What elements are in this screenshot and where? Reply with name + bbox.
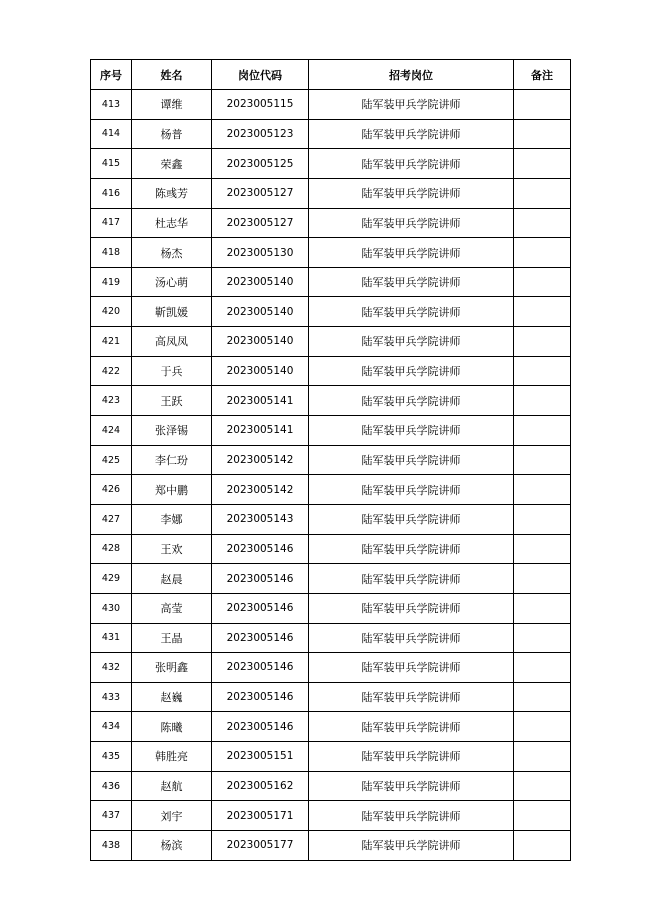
cell-code: 2023005146	[212, 712, 309, 742]
cell-seq: 431	[91, 623, 132, 653]
cell-position: 陆军装甲兵学院讲师	[309, 771, 514, 801]
table-row	[91, 386, 571, 416]
table-row	[91, 534, 571, 564]
cell-name: 赵巍	[132, 682, 212, 712]
cell-name: 杨杰	[132, 238, 212, 268]
cell-position: 陆军装甲兵学院讲师	[309, 297, 514, 327]
cell-code: 2023005162	[212, 771, 309, 801]
cell-name: 谭维	[132, 90, 212, 120]
cell-code: 2023005130	[212, 238, 309, 268]
table-row	[91, 267, 571, 297]
cell-position: 陆军装甲兵学院讲师	[309, 742, 514, 772]
cell-seq: 437	[91, 801, 132, 831]
cell-name: 王跃	[132, 386, 212, 416]
cell-code: 2023005177	[212, 831, 309, 861]
cell-seq: 428	[91, 534, 132, 564]
cell-remark	[514, 297, 571, 327]
cell-name: 于兵	[132, 356, 212, 386]
cell-name: 郑中鹏	[132, 475, 212, 505]
cell-remark	[514, 742, 571, 772]
cell-name: 荣鑫	[132, 149, 212, 179]
cell-remark	[514, 267, 571, 297]
cell-position: 陆军装甲兵学院讲师	[309, 149, 514, 179]
cell-seq: 413	[91, 90, 132, 120]
cell-name: 杨普	[132, 119, 212, 149]
cell-remark	[514, 534, 571, 564]
header-seq: 序号	[91, 60, 132, 90]
cell-name: 韩胜亮	[132, 742, 212, 772]
cell-remark	[514, 356, 571, 386]
cell-name: 杜志华	[132, 208, 212, 238]
cell-remark	[514, 564, 571, 594]
table-row	[91, 771, 571, 801]
cell-seq: 419	[91, 267, 132, 297]
table-row	[91, 623, 571, 653]
cell-remark	[514, 771, 571, 801]
cell-code: 2023005171	[212, 801, 309, 831]
cell-remark	[514, 149, 571, 179]
cell-name: 陈曦	[132, 712, 212, 742]
table-row	[91, 593, 571, 623]
cell-name: 靳凯媛	[132, 297, 212, 327]
cell-remark	[514, 475, 571, 505]
cell-position: 陆军装甲兵学院讲师	[309, 801, 514, 831]
cell-seq: 424	[91, 416, 132, 446]
cell-remark	[514, 801, 571, 831]
cell-code: 2023005146	[212, 653, 309, 683]
cell-remark	[514, 593, 571, 623]
cell-seq: 436	[91, 771, 132, 801]
cell-position: 陆军装甲兵学院讲师	[309, 682, 514, 712]
header-row	[91, 60, 571, 90]
cell-code: 2023005140	[212, 356, 309, 386]
cell-code: 2023005115	[212, 90, 309, 120]
cell-seq: 438	[91, 831, 132, 861]
cell-remark	[514, 119, 571, 149]
cell-seq: 433	[91, 682, 132, 712]
cell-position: 陆军装甲兵学院讲师	[309, 623, 514, 653]
cell-position: 陆军装甲兵学院讲师	[309, 653, 514, 683]
table-row	[91, 742, 571, 772]
cell-code: 2023005146	[212, 682, 309, 712]
table-row	[91, 801, 571, 831]
cell-position: 陆军装甲兵学院讲师	[309, 475, 514, 505]
cell-code: 2023005127	[212, 208, 309, 238]
cell-remark	[514, 831, 571, 861]
table-row	[91, 208, 571, 238]
table-row	[91, 119, 571, 149]
cell-position: 陆军装甲兵学院讲师	[309, 267, 514, 297]
cell-position: 陆军装甲兵学院讲师	[309, 534, 514, 564]
table-row	[91, 90, 571, 120]
table-row	[91, 504, 571, 534]
cell-position: 陆军装甲兵学院讲师	[309, 90, 514, 120]
cell-code: 2023005125	[212, 149, 309, 179]
cell-code: 2023005127	[212, 178, 309, 208]
cell-code: 2023005141	[212, 386, 309, 416]
table-row	[91, 297, 571, 327]
candidate-table	[90, 59, 571, 861]
cell-code: 2023005140	[212, 297, 309, 327]
cell-seq: 427	[91, 504, 132, 534]
cell-name: 张泽锡	[132, 416, 212, 446]
cell-remark	[514, 504, 571, 534]
cell-remark	[514, 208, 571, 238]
cell-remark	[514, 416, 571, 446]
cell-name: 王欢	[132, 534, 212, 564]
cell-position: 陆军装甲兵学院讲师	[309, 178, 514, 208]
table-row	[91, 445, 571, 475]
table-header	[91, 60, 571, 90]
cell-code: 2023005146	[212, 534, 309, 564]
cell-seq: 434	[91, 712, 132, 742]
cell-seq: 425	[91, 445, 132, 475]
cell-seq: 415	[91, 149, 132, 179]
cell-code: 2023005143	[212, 504, 309, 534]
cell-code: 2023005146	[212, 623, 309, 653]
header-position: 招考岗位	[309, 60, 514, 90]
table-row	[91, 564, 571, 594]
cell-position: 陆军装甲兵学院讲师	[309, 208, 514, 238]
cell-name: 李娜	[132, 504, 212, 534]
cell-name: 高凤凤	[132, 327, 212, 357]
cell-name: 汤心萌	[132, 267, 212, 297]
table-row	[91, 238, 571, 268]
cell-code: 2023005142	[212, 445, 309, 475]
cell-name: 王晶	[132, 623, 212, 653]
table-row	[91, 327, 571, 357]
cell-seq: 418	[91, 238, 132, 268]
cell-seq: 430	[91, 593, 132, 623]
cell-seq: 421	[91, 327, 132, 357]
cell-remark	[514, 445, 571, 475]
table-row	[91, 356, 571, 386]
cell-name: 赵航	[132, 771, 212, 801]
table-row	[91, 178, 571, 208]
cell-seq: 426	[91, 475, 132, 505]
table-row	[91, 831, 571, 861]
cell-position: 陆军装甲兵学院讲师	[309, 593, 514, 623]
cell-position: 陆军装甲兵学院讲师	[309, 712, 514, 742]
cell-position: 陆军装甲兵学院讲师	[309, 327, 514, 357]
cell-remark	[514, 327, 571, 357]
cell-name: 张明鑫	[132, 653, 212, 683]
table-row	[91, 475, 571, 505]
table-body	[91, 90, 571, 861]
cell-seq: 420	[91, 297, 132, 327]
cell-remark	[514, 712, 571, 742]
table-row	[91, 712, 571, 742]
cell-name: 刘宇	[132, 801, 212, 831]
cell-seq: 414	[91, 119, 132, 149]
cell-position: 陆军装甲兵学院讲师	[309, 119, 514, 149]
cell-position: 陆军装甲兵学院讲师	[309, 831, 514, 861]
cell-code: 2023005146	[212, 564, 309, 594]
cell-position: 陆军装甲兵学院讲师	[309, 416, 514, 446]
cell-name: 高莹	[132, 593, 212, 623]
cell-seq: 429	[91, 564, 132, 594]
cell-remark	[514, 90, 571, 120]
cell-seq: 432	[91, 653, 132, 683]
table-row	[91, 682, 571, 712]
cell-position: 陆军装甲兵学院讲师	[309, 356, 514, 386]
cell-seq: 423	[91, 386, 132, 416]
cell-name: 李仁玢	[132, 445, 212, 475]
cell-name: 赵晨	[132, 564, 212, 594]
cell-remark	[514, 682, 571, 712]
cell-position: 陆军装甲兵学院讲师	[309, 445, 514, 475]
cell-remark	[514, 653, 571, 683]
header-remark: 备注	[514, 60, 571, 90]
cell-seq: 422	[91, 356, 132, 386]
cell-name: 杨滨	[132, 831, 212, 861]
cell-code: 2023005146	[212, 593, 309, 623]
cell-seq: 416	[91, 178, 132, 208]
cell-remark	[514, 386, 571, 416]
cell-position: 陆军装甲兵学院讲师	[309, 238, 514, 268]
cell-code: 2023005123	[212, 119, 309, 149]
header-name: 姓名	[132, 60, 212, 90]
cell-position: 陆军装甲兵学院讲师	[309, 504, 514, 534]
cell-code: 2023005142	[212, 475, 309, 505]
cell-code: 2023005141	[212, 416, 309, 446]
table-row	[91, 653, 571, 683]
cell-position: 陆军装甲兵学院讲师	[309, 564, 514, 594]
cell-name: 陈彧芳	[132, 178, 212, 208]
cell-seq: 435	[91, 742, 132, 772]
header-code: 岗位代码	[212, 60, 309, 90]
cell-position: 陆军装甲兵学院讲师	[309, 386, 514, 416]
cell-code: 2023005140	[212, 327, 309, 357]
cell-seq: 417	[91, 208, 132, 238]
cell-remark	[514, 238, 571, 268]
cell-code: 2023005140	[212, 267, 309, 297]
cell-remark	[514, 623, 571, 653]
table-row	[91, 149, 571, 179]
cell-code: 2023005151	[212, 742, 309, 772]
cell-remark	[514, 178, 571, 208]
table-row	[91, 416, 571, 446]
